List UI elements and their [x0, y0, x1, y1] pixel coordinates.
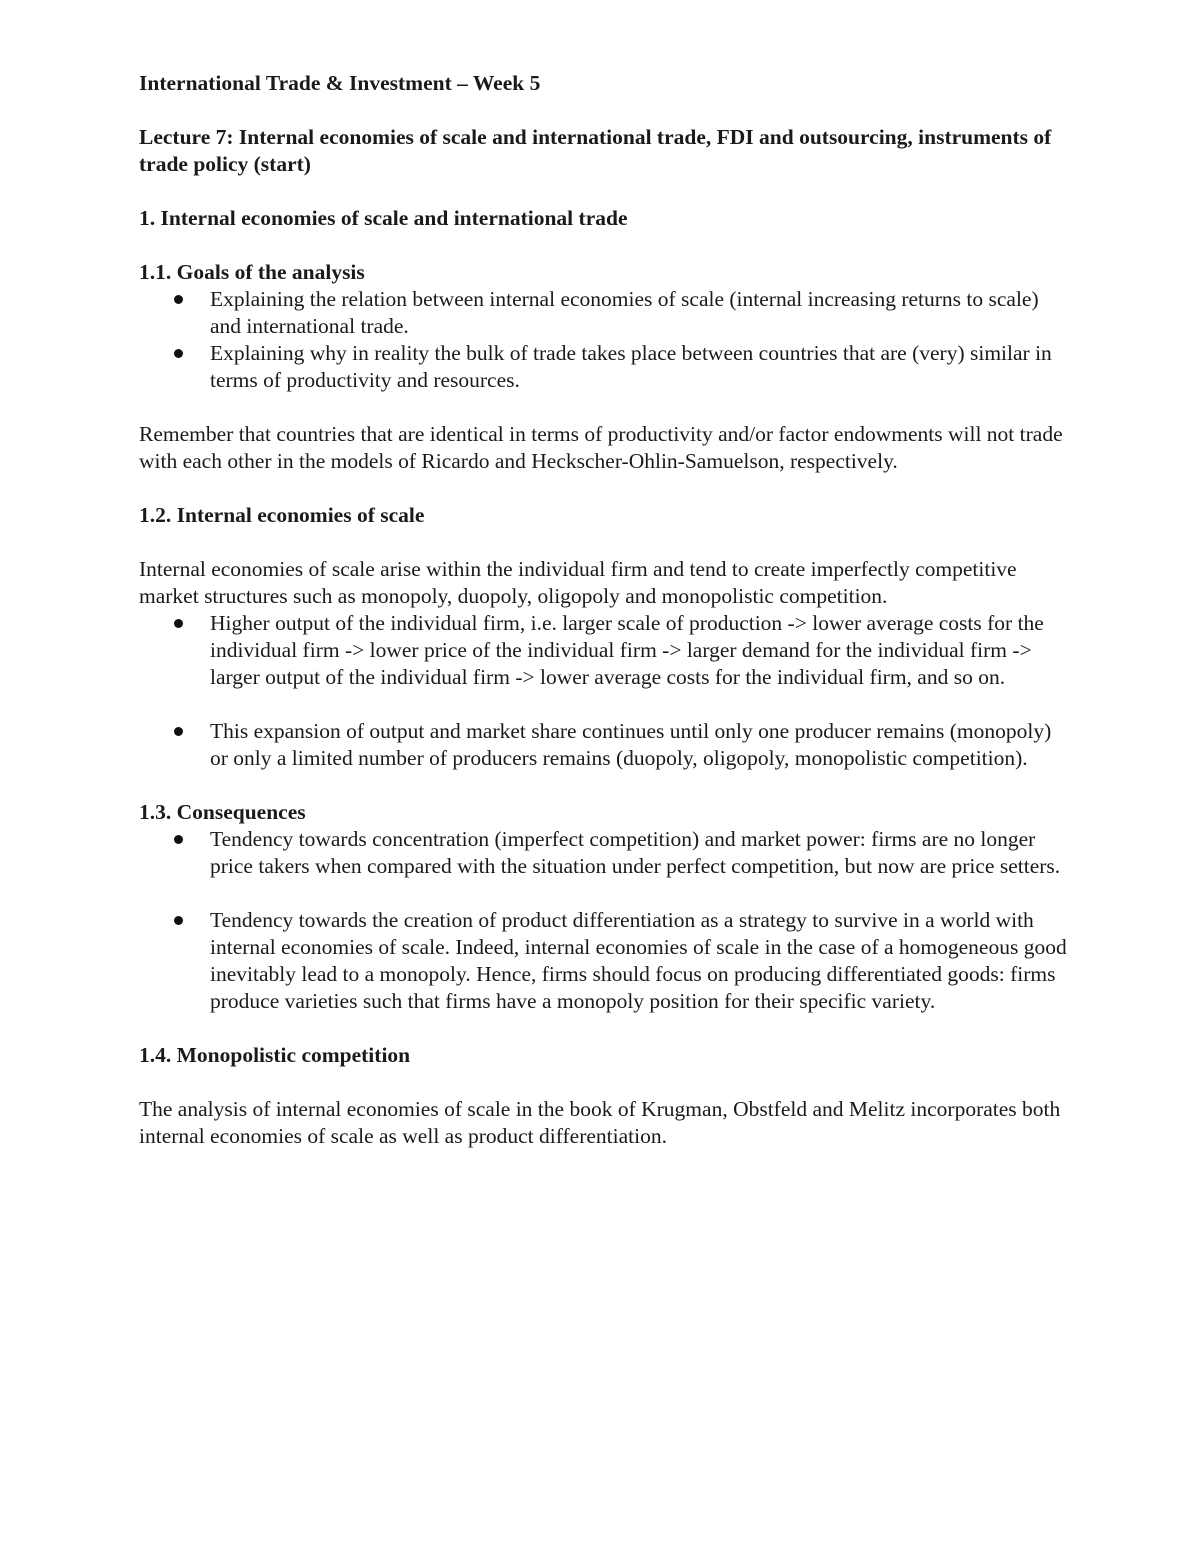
section-1-2-heading: 1.2. Internal economies of scale [139, 503, 425, 527]
document-page [139, 70, 1069, 1150]
remember-paragraph: Remember that countries that are identical in terms of productivity and/or factor endowments will not trade with each other in the models of Ricardo and Heckscher-Ohlin-Samuelson, respectively. [139, 422, 1063, 473]
list-item-text: Higher output of the individual firm, i.e. larger scale of production -> lower average costs for the individual firm -> lower price of the individual firm -> larger demand for the individual firm -> larger output of the individual firm -> lower average costs for the individual firm, and so on. [210, 611, 1044, 689]
internal-economies-list [139, 610, 1069, 772]
bullet-icon [174, 295, 183, 304]
section-1-3-heading: 1.3. Consequences [139, 800, 306, 824]
list-item [139, 286, 1069, 340]
section-1-heading: 1. Internal economies of scale and international trade [139, 206, 628, 230]
bullet-icon [174, 727, 183, 736]
list-item-text: Tendency towards concentration (imperfect competition) and market power: firms are no longer price takers when compared with the situation under perfect competition, but now are price setters. [210, 827, 1061, 878]
lecture-heading: Lecture 7: Internal economies of scale and international trade, FDI and outsourcing, instruments of trade policy (start) [139, 125, 1052, 176]
list-item [139, 610, 1069, 691]
list-item-text: Tendency towards the creation of product differentiation as a strategy to survive in a world with internal economies of scale. Indeed, internal economies of scale in the case of a homogeneous good inevitably lead to a monopoly. Hence, firms should focus on producing differentiated goods: firms produce varieties such that firms have a monopoly position for their specific variety. [210, 908, 1067, 1013]
list-item [139, 826, 1069, 880]
list-item [139, 907, 1069, 1015]
bullet-icon [174, 916, 183, 925]
bullet-icon [174, 349, 183, 358]
bullet-icon [174, 835, 183, 844]
section-1-1-heading: 1.1. Goals of the analysis [139, 260, 365, 284]
list-item [139, 718, 1069, 772]
goals-list [139, 286, 1069, 394]
internal-economies-paragraph: Internal economies of scale arise within the individual firm and tend to create imperfectly competitive market structures such as monopoly, duopoly, oligopoly and monopolistic competition. [139, 557, 1017, 608]
list-item-text: Explaining the relation between internal economies of scale (internal increasing returns to scale) and international trade. [210, 287, 1039, 338]
consequences-list [139, 826, 1069, 1015]
list-item-text: This expansion of output and market share continues until only one producer remains (monopoly) or only a limited number of producers remains (duopoly, oligopoly, monopolistic competition). [210, 719, 1052, 770]
monopolistic-competition-paragraph: The analysis of internal economies of scale in the book of Krugman, Obstfeld and Melitz incorporates both internal economies of scale as well as product differentiation. [139, 1097, 1061, 1148]
bullet-icon [174, 619, 183, 628]
list-item-text: Explaining why in reality the bulk of trade takes place between countries that are (very) similar in terms of productivity and resources. [210, 341, 1052, 392]
document-title: International Trade & Investment – Week 5 [139, 71, 541, 95]
list-item [139, 340, 1069, 394]
section-1-4-heading: 1.4. Monopolistic competition [139, 1043, 411, 1067]
